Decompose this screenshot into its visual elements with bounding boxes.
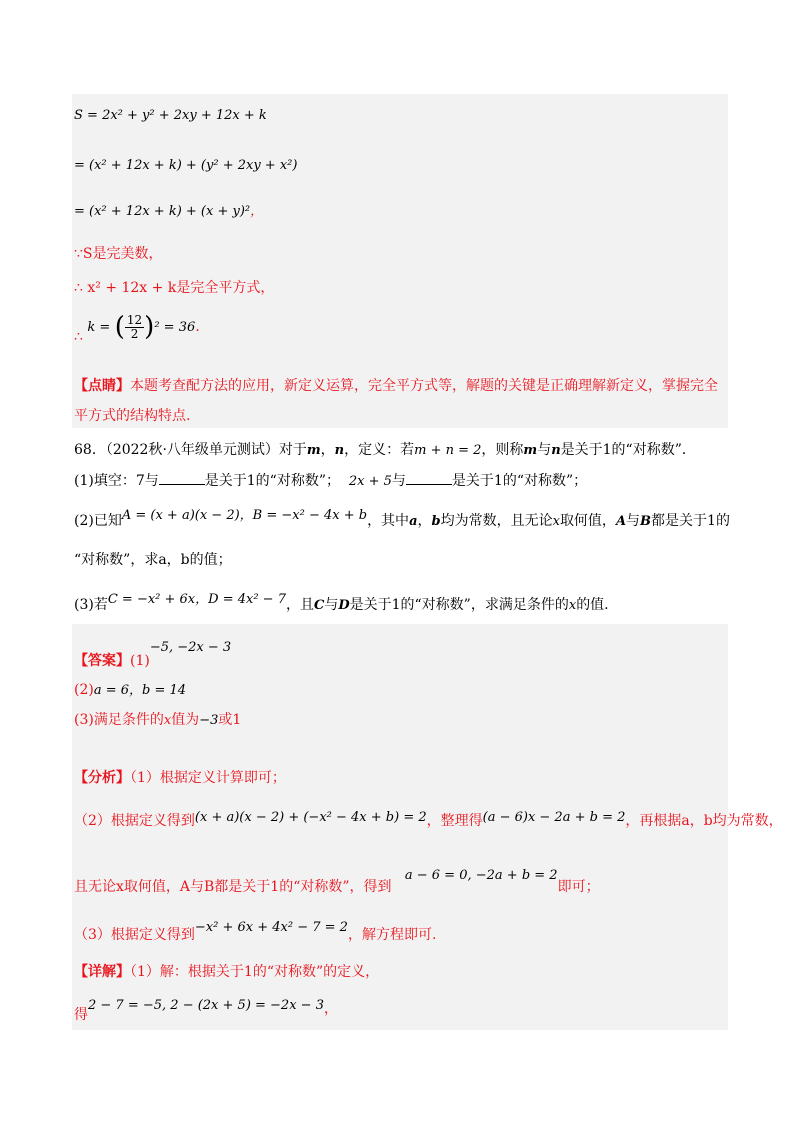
- question-2: (2)已知A = (x + a)(x − 2)，B = −x² − 4x + b，其中a，b均为常数，且无论x取何值，A与B都是关于1的: [74, 508, 730, 529]
- analysis-line-3: 且无论x取何值，A与B都是关于1的“对称数”，得到 a − 6 = 0, −2a + b = 2即可；: [74, 868, 600, 895]
- statement-perfect-number: ∵S是完美数，: [74, 246, 163, 262]
- answer-1: 【答案】(1)−5, −2x − 3: [74, 640, 232, 669]
- answer-blank-2[interactable]: [406, 470, 452, 485]
- answer-blank-1[interactable]: [159, 470, 205, 485]
- detail-line-1: 【详解】（1）解：根据关于1的“对称数”的定义，: [74, 964, 380, 980]
- fraction-12-over-2: $\frac{12}{2}$: [126, 312, 143, 341]
- equation-line-3: = (x² + 12x + k) + (x + y)²，: [74, 204, 264, 219]
- answer-3: (3)满足条件的x值为−3或1: [74, 712, 242, 728]
- question-3: (3)若C = −x² + 6x，D = 4x² − 7，且C与D是关于1的“对称数”，求满足条件的x的值.: [74, 592, 609, 613]
- analysis-line-2: （2）根据定义得到(x + a)(x − 2) + (−x² − 4x + b) = 2，整理得(a − 6)x − 2a + b = 2，再根据a，b均为常数，: [74, 810, 783, 829]
- problem-statement: 68．（2022秋·八年级单元测试）对于m，n，定义：若m + n = 2，则称m与n是关于1的“对称数”．: [74, 442, 696, 458]
- comment-line-1: 【点睛】本题考查配方法的应用，新定义运算，完全平方式等，解题的关键是正确理解新定义，掌握完全: [74, 378, 718, 394]
- statement-perfect-square: ∴ x² + 12x + k是完全平方式，: [74, 280, 275, 296]
- answer-2: (2)a = 6，b = 14: [74, 682, 187, 698]
- equation-line-2: = (x² + 12x + k) + (y² + 2xy + x²): [74, 158, 298, 173]
- analysis-line-1: 【分析】（1）根据定义计算即可；: [74, 770, 286, 786]
- question-1: (1)填空：7与 是关于1的“对称数”； 2x + 5与 是关于1的“对称数”；: [74, 470, 587, 492]
- question-2-continued: “对称数”，求a，b的值；: [74, 552, 232, 568]
- detail-line-2: 得2 − 7 = −5, 2 − (2x + 5) = −2x − 3，: [74, 998, 338, 1023]
- analysis-line-4: （3）根据定义得到−x² + 6x + 4x² − 7 = 2，解方程即可.: [74, 920, 437, 943]
- comment-line-2: 平方式的结构特点.: [74, 408, 191, 424]
- equation-line-1: S = 2x² + y² + 2xy + 12x + k: [74, 108, 267, 123]
- statement-k-value: ∴ k = ( $\frac{12}{2}$ )² = 36.: [74, 312, 200, 345]
